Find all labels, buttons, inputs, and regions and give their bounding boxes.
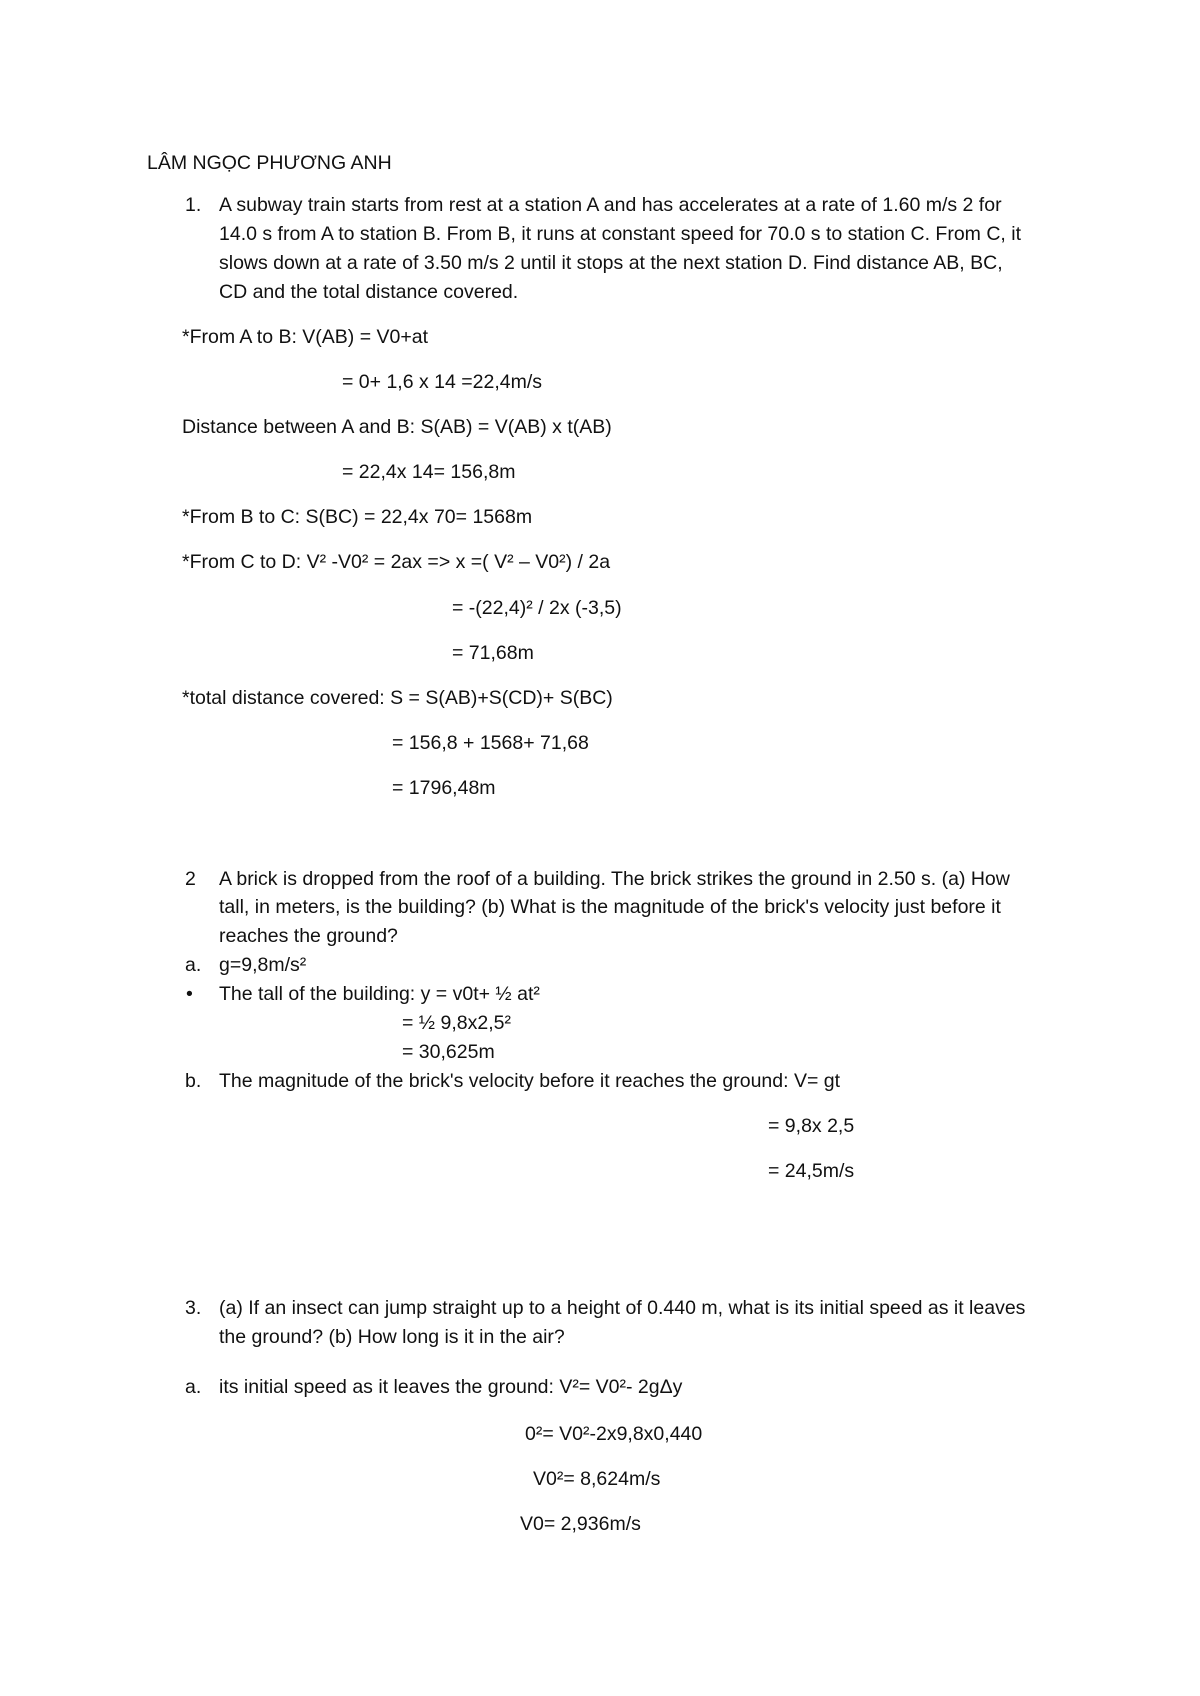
q1-text-line2: 14.0 s from A to station B. From B, it runs at constant speed for 70.0 s to station C. From C, it	[219, 223, 1022, 245]
q1-step-b-to-c: *From B to C: S(BC) = 22,4x 70= 1568m	[182, 506, 533, 528]
q3-part-a-label: a.	[185, 1376, 202, 1398]
q1-step-velocity: = 0+ 1,6 x 14 =22,4m/s	[342, 371, 543, 393]
q1-step-a-to-b: *From A to B: V(AB) = V0+at	[182, 326, 429, 348]
q3-calc-line2: V0²= 8,624m/s	[533, 1468, 661, 1490]
q2-part-b-label: b.	[185, 1070, 202, 1092]
q3-calc-line1: 0²= V0²-2x9,8x0,440	[525, 1423, 703, 1445]
q2-building-formula: The tall of the building: y = v0t+ ½ at²	[219, 983, 540, 1005]
q1-text-line3: slows down at a rate of 3.50 m/s 2 until it stops at the next station D. Find distance AB, BC,	[219, 252, 1003, 274]
bullet-icon: •	[186, 983, 193, 1005]
q2-part-b-text: The magnitude of the brick's velocity before it reaches the ground: V= gt	[219, 1070, 841, 1092]
q1-number: 1.	[185, 194, 202, 216]
q1-step-total-result: = 1796,48m	[392, 777, 496, 799]
q2-text-line2: tall, in meters, is the building? (b) What is the magnitude of the brick's velocity just before it	[219, 896, 1001, 918]
q1-text-line4: CD and the total distance covered.	[219, 281, 519, 303]
q1-step-ab-result: = 22,4x 14= 156,8m	[342, 461, 516, 483]
q2-text-line3: reaches the ground?	[219, 925, 398, 947]
q1-step-cd-result: = 71,68m	[452, 642, 534, 664]
q2-text-line1: A brick is dropped from the roof of a building. The brick strikes the ground in 2.50 s. (a) How	[219, 868, 1010, 890]
q3-number: 3.	[185, 1297, 202, 1319]
q1-step-c-to-d: *From C to D: V² -V0² = 2ax => x =( V² – V0²) / 2a	[182, 551, 611, 573]
q2-velocity-result: = 24,5m/s	[768, 1160, 855, 1182]
q1-step-total-sum: = 156,8 + 1568+ 71,68	[392, 732, 589, 754]
q2-number: 2	[185, 868, 196, 890]
q2-building-calc: = ½ 9,8x2,5²	[402, 1012, 511, 1034]
q3-part-a-text: its initial speed as it leaves the ground: V²= V0²- 2gΔy	[219, 1376, 683, 1398]
q2-part-a-label: a.	[185, 954, 202, 976]
author-name: LÂM NGỌC PHƯƠNG ANH	[147, 152, 392, 174]
q1-text-line1: A subway train starts from rest at a station A and has accelerates at a rate of 1.60 m/s 2 for	[219, 194, 1002, 216]
q3-text-line2: the ground? (b) How long is it in the air?	[219, 1326, 565, 1348]
q1-step-distance-ab: Distance between A and B: S(AB) = V(AB) x t(AB)	[182, 416, 612, 438]
q2-building-result: = 30,625m	[402, 1041, 495, 1063]
q3-calc-result: V0= 2,936m/s	[520, 1513, 641, 1535]
q3-text-line1: (a) If an insect can jump straight up to a height of 0.440 m, what is its initial speed as it leaves	[219, 1297, 1026, 1319]
q1-step-total: *total distance covered: S = S(AB)+S(CD)+ S(BC)	[182, 687, 613, 709]
q2-part-a-text: g=9,8m/s²	[219, 954, 307, 976]
q1-step-cd-calc: = -(22,4)² / 2x (-3,5)	[452, 597, 622, 619]
q2-velocity-calc: = 9,8x 2,5	[768, 1115, 855, 1137]
